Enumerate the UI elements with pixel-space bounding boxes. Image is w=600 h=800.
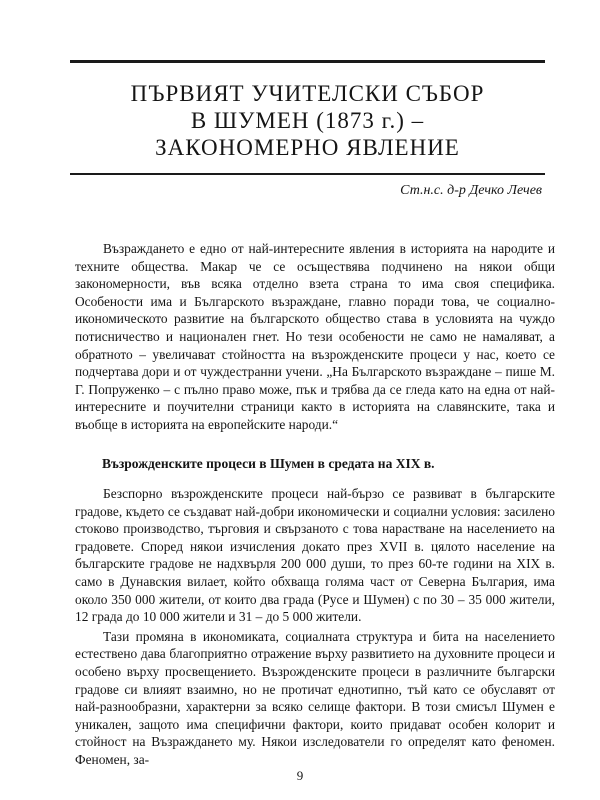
section-body (75, 485, 555, 769)
body-paragraph: Безспорно възрожденските процеси най-бързо се развиват в българските градове, където се създават най-добри икономически и социални условия: засилено стоково производство, търговия и свързаното с това нарастване на населението на градовете. Според някои изчисления докато през XVII в. цялото население на българските градове не надхвърля 200 000 души, то през 60-те години на XIX в. само в Дунавския вилает, който обхваща голяма част от Северна България, има около 350 000 жители, от които два града (Русе и Шумен) с по 30 – 35 000 жители, 12 града до 10 000 жители и 31 – до 5 000 жители. (75, 486, 555, 625)
intro-paragraph: Възраждането е едно от най-интересните явления в историята на народите и техните общества. Макар че се осъществява подчинено на някои общи закономерности, във всяка отделно взета страна то има своя специфика. Особености има и Българското възраждане, главно поради това, че социално-икономическото развитие на българското общество става в условията на чуждо потисничество и национален гнет. Но тези особености не само не намаляват, а обратното – увеличават стойността на възрожденските процеси у нас, което се подчертава дори и от чуждестранни учени. „На Българското възраждане – пише М. Г. Попруженко – с пълно право може, пък и трябва да се гледа като на една от най-интересните и поучителни страници както в историята на славянските, така и въобще в историята на европейските народи.“ (75, 241, 555, 432)
section-heading: Възрожденските процеси в Шумен в средата на XIX в. (102, 456, 435, 471)
title-line: ЗАКОНОМЕРНО ЯВЛЕНИЕ (155, 135, 460, 160)
page-number: 9 (296, 768, 304, 783)
body-paragraph: Тази промяна в икономиката, социалната структура и бита на населението естествено дава благоприятно отражение върху развитието на духовните процеси и особено върху просвещението. Възрожденските процеси в различните български градове си влияят взаимно, но не протичат еднотипно, тъй като се обуславят от най-разнообразни, характерни за всяко селище фактори. В този смисъл Шумен е уникален, защото има специфични фактори, които придават особен колорит и стойност на Възраждането му. Някои изследователи го определят като феномен. Феномен, за- (75, 628, 555, 767)
title-line: ПЪРВИЯТ УЧИТЕЛСКИ СЪБОР (130, 81, 485, 106)
title-bottom-rule (70, 173, 545, 175)
intro-block (75, 240, 555, 434)
author-byline: Ст.н.с. д-р Дечко Лечев (400, 183, 542, 198)
title-line: В ШУМЕН (1873 г.) – (190, 108, 425, 133)
top-rule (70, 60, 545, 63)
article-title (70, 80, 545, 161)
